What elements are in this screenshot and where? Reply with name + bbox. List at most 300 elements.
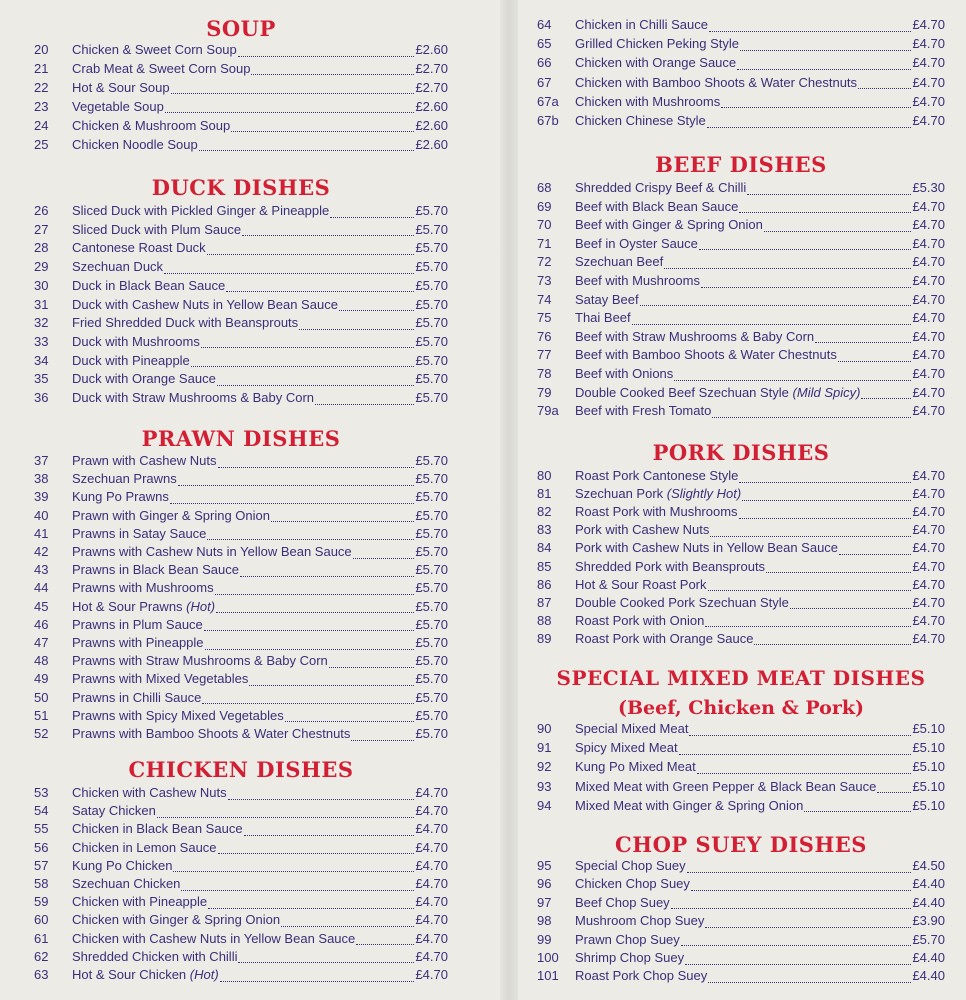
- item-number: 93: [537, 778, 552, 794]
- item-note: (Hot): [189, 967, 219, 982]
- menu-item: [34, 314, 448, 332]
- item-name: [72, 948, 237, 966]
- item-name: [72, 784, 227, 802]
- dot-leader: [231, 119, 414, 132]
- item-number: 96: [537, 876, 552, 892]
- menu-item: [537, 576, 945, 594]
- menu-column-left: [34, 0, 448, 1000]
- item-name: [72, 634, 204, 652]
- dot-leader: [699, 237, 912, 250]
- menu-item: [34, 470, 448, 488]
- item-name: [72, 60, 250, 78]
- item-name-text: Beef with Ginger & Spring Onion: [575, 217, 763, 233]
- section-heading: DUCK DISHES: [151, 175, 331, 200]
- item-price: £4.70: [912, 558, 945, 574]
- item-number: 63: [34, 967, 49, 982]
- item-name: [72, 470, 177, 488]
- dot-leader: [687, 860, 912, 873]
- item-number: 64: [537, 17, 552, 32]
- item-name-text: Prawns with Mushrooms: [72, 580, 214, 596]
- dot-leader: [216, 600, 414, 613]
- item-name-text: Shredded Chicken with Chilli: [72, 948, 238, 964]
- menu-item: [537, 949, 945, 967]
- item-name-text: Satay Chicken: [72, 803, 156, 819]
- dot-leader: [207, 527, 414, 540]
- item-name-text: Hot & Sour Soup: [72, 79, 170, 95]
- dot-leader: [710, 524, 911, 537]
- menu-item: [537, 739, 945, 757]
- dot-leader: [664, 256, 911, 269]
- dot-leader: [709, 19, 912, 32]
- menu-item: [537, 93, 945, 111]
- item-price: £4.70: [415, 785, 448, 800]
- item-number: 87: [537, 594, 552, 610]
- item-number: 73: [537, 273, 552, 288]
- item-number: 81: [537, 486, 552, 502]
- item-name: [72, 41, 237, 59]
- item-price: £5.70: [415, 471, 448, 487]
- item-name-text: Prawns in Plum Sauce: [72, 616, 203, 632]
- item-name-text: Kung Po Prawns: [72, 489, 169, 505]
- item-name: [72, 930, 355, 948]
- item-name-text: Beef Chop Suey: [575, 894, 670, 910]
- item-name-text: Mixed Meat with Ginger & Spring Onion: [575, 797, 804, 813]
- dot-leader: [238, 44, 415, 57]
- item-name: [575, 630, 753, 648]
- item-note: (Mild Spicy): [792, 384, 861, 400]
- item-price: £4.70: [912, 366, 945, 381]
- menu-item: [537, 857, 945, 875]
- item-name-text: Chicken with Orange Sauce: [575, 55, 737, 71]
- item-name: [575, 253, 663, 271]
- dot-leader: [754, 632, 911, 645]
- menu-item: [537, 521, 945, 539]
- item-price: £4.40: [912, 968, 945, 984]
- item-name-text: Shredded Pork with Beansprouts: [575, 558, 766, 574]
- menu-item: [537, 758, 945, 776]
- item-number: 68: [537, 180, 552, 195]
- item-price: £5.70: [415, 371, 448, 387]
- dot-leader: [764, 219, 912, 232]
- item-number: 29: [34, 259, 49, 275]
- item-name: [72, 725, 350, 743]
- item-price: £5.70: [415, 489, 448, 505]
- menu-item: [34, 911, 448, 929]
- item-price: £4.70: [912, 540, 945, 556]
- item-number: 72: [537, 254, 552, 270]
- item-number: 23: [34, 98, 49, 114]
- item-number: 84: [537, 540, 552, 556]
- section-subheading: (Beef, Chicken & Pork): [618, 697, 864, 719]
- page-fold: [500, 0, 518, 1000]
- menu-item: [537, 967, 945, 985]
- item-name: [72, 839, 217, 857]
- item-name-text: Spicy Mixed Meat: [575, 740, 678, 756]
- item-name: [575, 576, 707, 594]
- item-name-text: Sliced Duck with Pickled Ginger & Pineapple: [72, 203, 330, 218]
- item-name-text: Special Mixed Meat: [575, 721, 689, 736]
- menu-item: [34, 202, 448, 220]
- item-note: (Slightly Hot): [666, 486, 742, 502]
- menu-item: [34, 893, 448, 911]
- dot-leader: [220, 969, 415, 982]
- menu-item: [34, 543, 448, 561]
- dot-leader: [251, 62, 414, 75]
- item-name: [72, 911, 280, 929]
- menu-item: [537, 328, 945, 346]
- item-price: £5.70: [415, 635, 448, 650]
- item-number: 51: [34, 707, 49, 723]
- dot-leader: [218, 841, 415, 854]
- item-name: [575, 235, 698, 253]
- item-name-text: Chicken with Pineapple: [72, 894, 208, 910]
- item-price: £4.70: [415, 930, 448, 946]
- item-name: [72, 689, 201, 707]
- menu-item: [537, 558, 945, 576]
- menu-item: [537, 198, 945, 216]
- dot-leader: [790, 596, 912, 609]
- item-name: [72, 136, 198, 154]
- section-heading: SOUP: [206, 16, 276, 41]
- dot-leader: [705, 614, 911, 627]
- menu-item: [34, 79, 448, 97]
- item-name-text: Szechuan Pork: [575, 486, 664, 502]
- item-name-text: Double Cooked Beef Szechuan Style: [575, 384, 789, 400]
- item-price: £2.60: [415, 136, 448, 152]
- item-name: [72, 857, 172, 875]
- item-price: £5.70: [415, 203, 448, 218]
- dot-leader: [721, 95, 911, 108]
- menu-item: [537, 365, 945, 383]
- item-name: [575, 778, 876, 796]
- item-name-text: Shrimp Chop Suey: [575, 950, 685, 965]
- dot-leader: [271, 509, 414, 522]
- menu-item: [537, 74, 945, 92]
- section-heading: SPECIAL MIXED MEAT DISHES: [556, 666, 926, 690]
- item-name: [575, 346, 837, 364]
- item-price: £4.70: [912, 74, 945, 90]
- menu-item: [537, 630, 945, 648]
- dot-leader: [838, 349, 912, 362]
- item-price: £4.70: [415, 803, 448, 819]
- dot-leader: [708, 970, 911, 983]
- item-price: £4.70: [912, 17, 945, 32]
- item-price: £5.70: [415, 707, 448, 723]
- item-name-text: Kung Po Chicken: [72, 857, 173, 873]
- item-name: [575, 485, 741, 503]
- dot-leader: [285, 709, 415, 722]
- item-number: 60: [34, 912, 49, 928]
- menu-item: [537, 720, 945, 738]
- menu-item: [34, 725, 448, 743]
- item-price: £5.10: [912, 778, 945, 794]
- item-number: 79: [537, 384, 552, 400]
- item-price: £5.70: [415, 221, 448, 237]
- item-name-text: Hot & Sour Chicken: [72, 967, 187, 982]
- menu-item: [34, 296, 448, 314]
- dot-leader: [679, 742, 912, 755]
- dot-leader: [877, 780, 911, 793]
- item-note: (Hot): [186, 598, 216, 614]
- item-price: £4.70: [912, 310, 945, 326]
- menu-item: [537, 35, 945, 53]
- item-price: £2.60: [415, 98, 448, 114]
- menu-item: [34, 802, 448, 820]
- item-number: 35: [34, 371, 49, 387]
- dot-leader: [205, 637, 415, 650]
- item-name-text: Duck with Cashew Nuts in Yellow Bean Sauce: [72, 296, 338, 312]
- item-number: 42: [34, 544, 49, 559]
- dot-leader: [839, 542, 911, 555]
- item-name: [72, 370, 216, 388]
- item-name: [575, 594, 789, 612]
- item-price: £5.70: [415, 390, 448, 405]
- item-price: £5.70: [415, 240, 448, 256]
- item-number: 39: [34, 489, 49, 505]
- item-name: [575, 291, 639, 309]
- item-price: £4.70: [912, 630, 945, 646]
- menu-item: [34, 707, 448, 725]
- item-name: [72, 258, 163, 276]
- dot-leader: [671, 896, 912, 909]
- item-price: £5.70: [415, 580, 448, 596]
- dot-leader: [191, 354, 415, 367]
- item-name: [575, 179, 746, 197]
- item-name: [575, 384, 860, 402]
- menu-item: [537, 179, 945, 197]
- dot-leader: [632, 312, 912, 325]
- menu-item: [34, 98, 448, 116]
- item-name-text: Mushroom Chop Suey: [575, 913, 705, 929]
- item-name-text: Chicken with Bamboo Shoots & Water Chestnuts: [575, 74, 858, 90]
- item-name-text: Chicken with Cashew Nuts: [72, 785, 227, 800]
- item-number: 100: [537, 950, 559, 965]
- menu-item: [34, 41, 448, 59]
- item-price: £4.40: [912, 876, 945, 892]
- item-name-text: Shredded Crispy Beef & Chilli: [575, 180, 747, 195]
- item-number: 22: [34, 79, 49, 95]
- item-name-text: Prawn with Cashew Nuts: [72, 453, 217, 468]
- item-price: £5.70: [415, 507, 448, 523]
- item-name: [575, 328, 814, 346]
- item-number: 70: [537, 217, 552, 233]
- item-name-text: Fried Shredded Duck with Beansprouts: [72, 315, 299, 331]
- dot-leader: [171, 81, 415, 94]
- item-number: 40: [34, 507, 49, 523]
- item-number: 59: [34, 894, 49, 910]
- dot-leader: [299, 317, 414, 330]
- item-number: 26: [34, 203, 49, 218]
- item-name-text: Chicken & Mushroom Soup: [72, 117, 231, 133]
- item-name: [72, 820, 243, 838]
- menu-item: [34, 689, 448, 707]
- item-price: £3.90: [912, 913, 945, 929]
- item-name: [72, 333, 200, 351]
- dot-leader: [740, 38, 911, 51]
- item-number: 66: [537, 55, 552, 71]
- item-number: 50: [34, 689, 49, 705]
- menu-item: [537, 539, 945, 557]
- item-name: [575, 112, 706, 130]
- item-number: 69: [537, 198, 552, 214]
- item-name: [72, 296, 338, 314]
- item-price: £4.70: [912, 55, 945, 71]
- dot-leader: [204, 618, 415, 631]
- dot-leader: [705, 915, 911, 928]
- item-name-text: Beef with Bamboo Shoots & Water Chestnuts: [575, 347, 837, 363]
- dot-leader: [228, 787, 415, 800]
- dot-leader: [681, 933, 912, 946]
- item-name-text: Chicken in Chilli Sauce: [575, 17, 708, 32]
- menu-item: [537, 253, 945, 271]
- item-price: £4.40: [912, 894, 945, 910]
- section-heading: PRAWN DISHES: [141, 426, 341, 451]
- item-number: 95: [537, 858, 552, 873]
- item-price: £2.70: [415, 79, 448, 95]
- item-name-text: Szechuan Duck: [72, 259, 164, 275]
- item-name: [575, 216, 763, 234]
- item-number: 31: [34, 296, 49, 312]
- menu-item: [537, 485, 945, 503]
- item-name-text: Beef in Oyster Sauce: [575, 235, 698, 251]
- item-name-text: Mixed Meat with Green Pepper & Black Bean Sauce: [575, 778, 877, 794]
- item-price: £4.70: [912, 594, 945, 610]
- item-name: [72, 616, 203, 634]
- menu-item: [34, 239, 448, 257]
- item-number: 74: [537, 291, 552, 307]
- section-heading: BEEF DISHES: [655, 152, 827, 177]
- dot-leader: [712, 405, 911, 418]
- item-name: [575, 797, 803, 815]
- item-price: £4.70: [912, 612, 945, 628]
- dot-leader: [339, 298, 415, 311]
- item-name-text: Prawns with Bamboo Shoots & Water Chestnuts: [72, 726, 351, 741]
- item-price: £5.70: [415, 333, 448, 349]
- menu-item: [537, 235, 945, 253]
- menu-item: [34, 598, 448, 616]
- dot-leader: [701, 275, 911, 288]
- menu-item: [34, 525, 448, 543]
- item-name-text: Prawns with Straw Mushrooms & Baby Corn: [72, 653, 328, 669]
- item-number: 99: [537, 931, 552, 947]
- dot-leader: [742, 488, 911, 501]
- item-name: [575, 503, 738, 521]
- dot-leader: [240, 564, 415, 577]
- item-price: £4.70: [912, 522, 945, 538]
- item-price: £5.70: [415, 453, 448, 468]
- dot-leader: [201, 335, 415, 348]
- item-name: [575, 857, 686, 875]
- dot-leader: [747, 182, 911, 195]
- item-price: £4.70: [912, 93, 945, 109]
- menu-item: [537, 594, 945, 612]
- dot-leader: [238, 950, 414, 963]
- item-number: 79a: [537, 403, 559, 419]
- dot-leader: [217, 373, 415, 386]
- menu-item: [34, 634, 448, 652]
- item-price: £5.70: [415, 616, 448, 632]
- item-price: £4.70: [415, 821, 448, 837]
- item-number: 91: [537, 740, 552, 756]
- item-name-text: Beef with Onions: [575, 366, 674, 381]
- dot-leader: [685, 952, 911, 965]
- item-number: 85: [537, 558, 552, 574]
- item-name: [72, 79, 170, 97]
- item-number: 44: [34, 580, 49, 596]
- item-price: £5.70: [415, 671, 448, 687]
- item-number: 65: [537, 36, 552, 52]
- item-name-text: Prawns with Pineapple: [72, 635, 204, 650]
- dot-leader: [739, 200, 911, 213]
- item-price: £4.70: [415, 894, 448, 910]
- item-price: £4.70: [912, 504, 945, 520]
- item-price: £5.10: [912, 797, 945, 813]
- item-name-text: Crab Meat & Sweet Corn Soup: [72, 60, 251, 76]
- menu-item: [537, 216, 945, 234]
- item-price: £5.70: [415, 259, 448, 275]
- section-heading: CHICKEN DISHES: [128, 757, 354, 782]
- item-name-text: Duck in Black Bean Sauce: [72, 277, 226, 293]
- item-number: 78: [537, 366, 552, 381]
- item-name: [575, 402, 711, 420]
- menu-item: [34, 370, 448, 388]
- dot-leader: [737, 57, 911, 70]
- item-price: £5.10: [912, 721, 945, 736]
- item-name-text: Roast Pork Cantonese Style: [575, 468, 739, 483]
- item-number: 67: [537, 74, 552, 90]
- item-price: £5.70: [912, 931, 945, 947]
- menu-item: [537, 503, 945, 521]
- item-name-text: Chicken Noodle Soup: [72, 136, 198, 152]
- menu-item: [537, 612, 945, 630]
- item-price: £4.70: [415, 948, 448, 964]
- item-number: 25: [34, 136, 49, 152]
- item-name: [575, 949, 684, 967]
- item-price: £4.70: [912, 291, 945, 307]
- item-name-text: Prawns with Mixed Vegetables: [72, 671, 249, 687]
- dot-leader: [249, 673, 414, 686]
- item-number: 89: [537, 630, 552, 646]
- item-name-text: Kung Po Mixed Meat: [575, 759, 696, 775]
- dot-leader: [178, 473, 415, 486]
- item-price: £5.70: [415, 525, 448, 541]
- dot-leader: [689, 723, 911, 736]
- item-price: £5.10: [912, 759, 945, 775]
- item-name: [72, 966, 219, 984]
- dot-leader: [674, 368, 911, 381]
- item-price: £4.70: [912, 384, 945, 400]
- item-name: [575, 558, 765, 576]
- dot-leader: [173, 859, 414, 872]
- item-name: [575, 758, 696, 776]
- item-name-text: Sliced Duck with Plum Sauce: [72, 221, 242, 237]
- section-heading: CHOP SUEY DISHES: [615, 832, 867, 857]
- menu-item: [34, 784, 448, 802]
- dot-leader: [815, 330, 911, 343]
- item-name-text: Roast Pork with Orange Sauce: [575, 630, 754, 646]
- item-price: £4.70: [912, 576, 945, 592]
- item-name: [72, 525, 206, 543]
- item-number: 58: [34, 876, 49, 891]
- item-price: £5.70: [415, 544, 448, 559]
- item-number: 80: [537, 468, 552, 483]
- menu-item: [537, 402, 945, 420]
- dot-leader: [329, 655, 415, 668]
- item-number: 54: [34, 803, 49, 819]
- menu-item: [34, 579, 448, 597]
- dot-leader: [330, 205, 414, 218]
- item-price: £5.70: [415, 562, 448, 578]
